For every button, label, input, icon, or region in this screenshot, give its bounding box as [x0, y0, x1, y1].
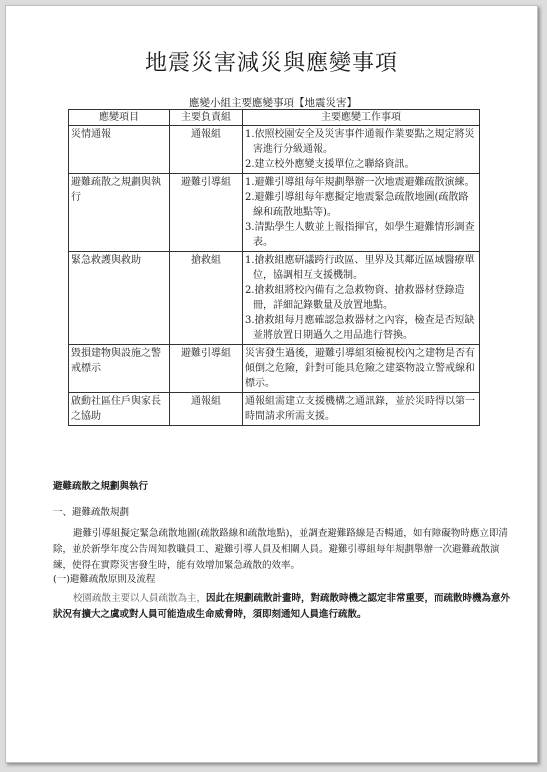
task-cell: 緊急救護與救助	[69, 252, 170, 345]
table-header-row	[69, 110, 480, 126]
section-heading: 避難疏散之規劃與執行	[53, 481, 149, 492]
work-cell	[243, 174, 480, 252]
task-cell: 毀損建物與設施之警戒標示	[69, 345, 170, 393]
group-cell: 通報組	[170, 126, 243, 174]
header-group: 主要負責組	[170, 110, 243, 126]
header-task: 應變項目	[69, 110, 170, 126]
paragraph	[53, 591, 513, 623]
work-item: 通報組需建立支援機構之通訊錄，並於災時得以第一時間請求所需支援。	[245, 396, 475, 422]
work-item: 災害發生過後，避難引導組須檢視校內之建物是否有傾倒之危險，針對可能具危險之建築物設立警戒線和標示。	[245, 348, 475, 389]
paragraph-emphasis: 因此在規劃疏散計畫時，對疏散時機之認定非常重要，而疏散時機為意外狀況有擴大之虞或對人員可能造成生命威脅時，須即刻通知人員進行疏散。	[53, 593, 511, 620]
work-cell	[243, 126, 480, 174]
document-page	[5, 5, 538, 763]
group-cell: 避難引導組	[170, 174, 243, 252]
group-cell: 搶救組	[170, 252, 243, 345]
work-item: 3.搶救組每月應確認急救器材之內容，檢查是否短缺並將放置日期過久之用品進行替換。	[245, 315, 475, 341]
paragraph-lead: 校園疏散主要以人員疏散為主，	[73, 593, 207, 604]
work-item: 1.避難引導組每年規劃舉辦一次地震避難疏散演練。	[245, 177, 475, 188]
task-cell: 災情通報	[69, 126, 170, 174]
group-cell: 通報組	[170, 393, 243, 426]
paragraph: 避難引導組擬定緊急疏散地圖(疏散路線和疏散地點)，並調查避難路線是否暢通，如有障礙物時應立即清除，並於新學年度公告周知教職員工、避難引導人員及相關人員。避難引導組每年規劃舉辦一次避難疏散演練，使得在實際災害發生時，能有效增加緊急疏散的效率。	[53, 528, 508, 571]
table-caption: 應變小組主要應變事項【地震災害】	[189, 97, 357, 109]
task-cell: 避難疏散之規劃與執行	[69, 174, 170, 252]
table-row	[69, 393, 480, 426]
work-item: 2.避難引導組每年應擬定地震緊急疏散地圖(疏散路線和疏散地點等)。	[245, 192, 469, 218]
work-cell	[243, 393, 480, 426]
header-work: 主要應變工作事項	[243, 110, 480, 126]
table-row	[69, 252, 480, 345]
subsection-title: 一、避難疏散規劃	[53, 507, 130, 518]
table-row	[69, 345, 480, 393]
work-item: 1.依照校園安全及災害事件通報作業要點之規定將災害進行分級通報。	[245, 129, 475, 155]
table-row	[69, 126, 480, 174]
work-cell	[243, 345, 480, 393]
work-item: 2.建立校外應變支援單位之聯絡資訊。	[245, 159, 415, 170]
subsection-title: (一)避難疏散原則及流程	[53, 574, 156, 585]
response-table	[68, 109, 480, 426]
task-cell: 啟動社區住戶與家長之協助	[69, 393, 170, 426]
work-item: 2.搶救組將校內備有之急救物資、搶救器材登錄造冊，詳細記錄數量及放置地點。	[245, 285, 465, 311]
page-title: 地震災害減災與應變事項	[144, 51, 398, 76]
work-item: 3.清點學生人數並上報指揮官，如學生避難情形調查表。	[245, 222, 475, 248]
table-row	[69, 174, 480, 252]
work-item: 1.搶救組應研議跨行政區、里界及其鄰近區域醫療單位，協調相互支援機制。	[245, 255, 475, 281]
group-cell: 避難引導組	[170, 345, 243, 393]
work-cell	[243, 252, 480, 345]
